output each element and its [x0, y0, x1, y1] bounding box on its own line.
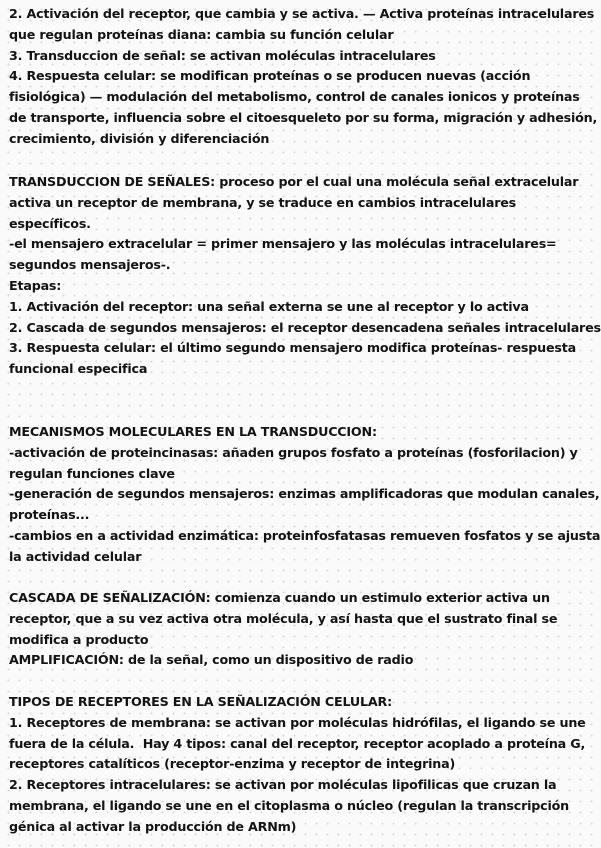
- paragraph-receptor-types: TIPOS DE RECEPTORES EN LA SEÑALIZACIÓN CELULAR: 1. Receptores de membrana: se activan por moléculas hidrófilas, el ligando se une fuera de la célula. Hay 4 tipos: canal del receptor, receptor acoplado a proteína G, receptores catalíticos (receptor-enzima y receptor de integrina) 2. Receptores intracelulares: se activan por moléculas lipofilicas que cruzan la membrana, el ligando se une en el citoplasma o núcleo (regulan la transcripción génica al activar la producción de ARNm): [9, 694, 586, 834]
- paragraph-molecular-mechanisms: MECANISMOS MOLECULARES EN LA TRANSDUCCION: -activación de proteincinasas: añaden grupos fosfato a proteínas (fosforilacion) y regulan funciones clave -generación de segundos mensajeros: enzimas amplificadoras que modulan canales, proteínas... -cambios en a actividad enzimática: proteinfosfatasas remueven fosfatos y se ajusta la actividad celular: [9, 424, 601, 564]
- paragraph-signaling-cascade: CASCADA DE SEÑALIZACIÓN: comienza cuando un estimulo exterior activa un receptor, que a su vez activa otra molécula, y así hasta que el sustrato final se modifica a producto AMPLIFICACIÓN: de la señal, como un dispositivo de radio: [9, 590, 558, 668]
- paragraph-receptor-steps: 2. Activación del receptor, que cambia y se activa. — Activa proteínas intracelulares que regulan proteínas diana: cambia su función celular 3. Transduccion de señal: se activan moléculas intracelulares 4. Respuesta celular: se modifican proteínas o se producen nuevas (acción fisiológica) — modulación del metabolismo, control de canales ionicos y proteínas de transporte, influencia sobre el citoesqueleto por su forma, migración y adhesión, crecimiento, división y diferenciación: [9, 6, 598, 146]
- paragraph-signal-transduction: TRANSDUCCION DE SEÑALES: proceso por el cual una molécula señal extracelular activa un receptor de membrana, y se traduce en cambios intracelulares específicos. -el mensajero extracelular = primer mensajero y las moléculas intracelulares= segundos mensajeros-. Etapas: 1. Activación del receptor: una señal externa se une al receptor y lo activa 2. Cascada de segundos mensajeros: el receptor desencadena señales intracelulares 3. Respuesta celular: el último segundo mensajero modifica proteínas- respuesta funcional especifica: [9, 174, 601, 377]
